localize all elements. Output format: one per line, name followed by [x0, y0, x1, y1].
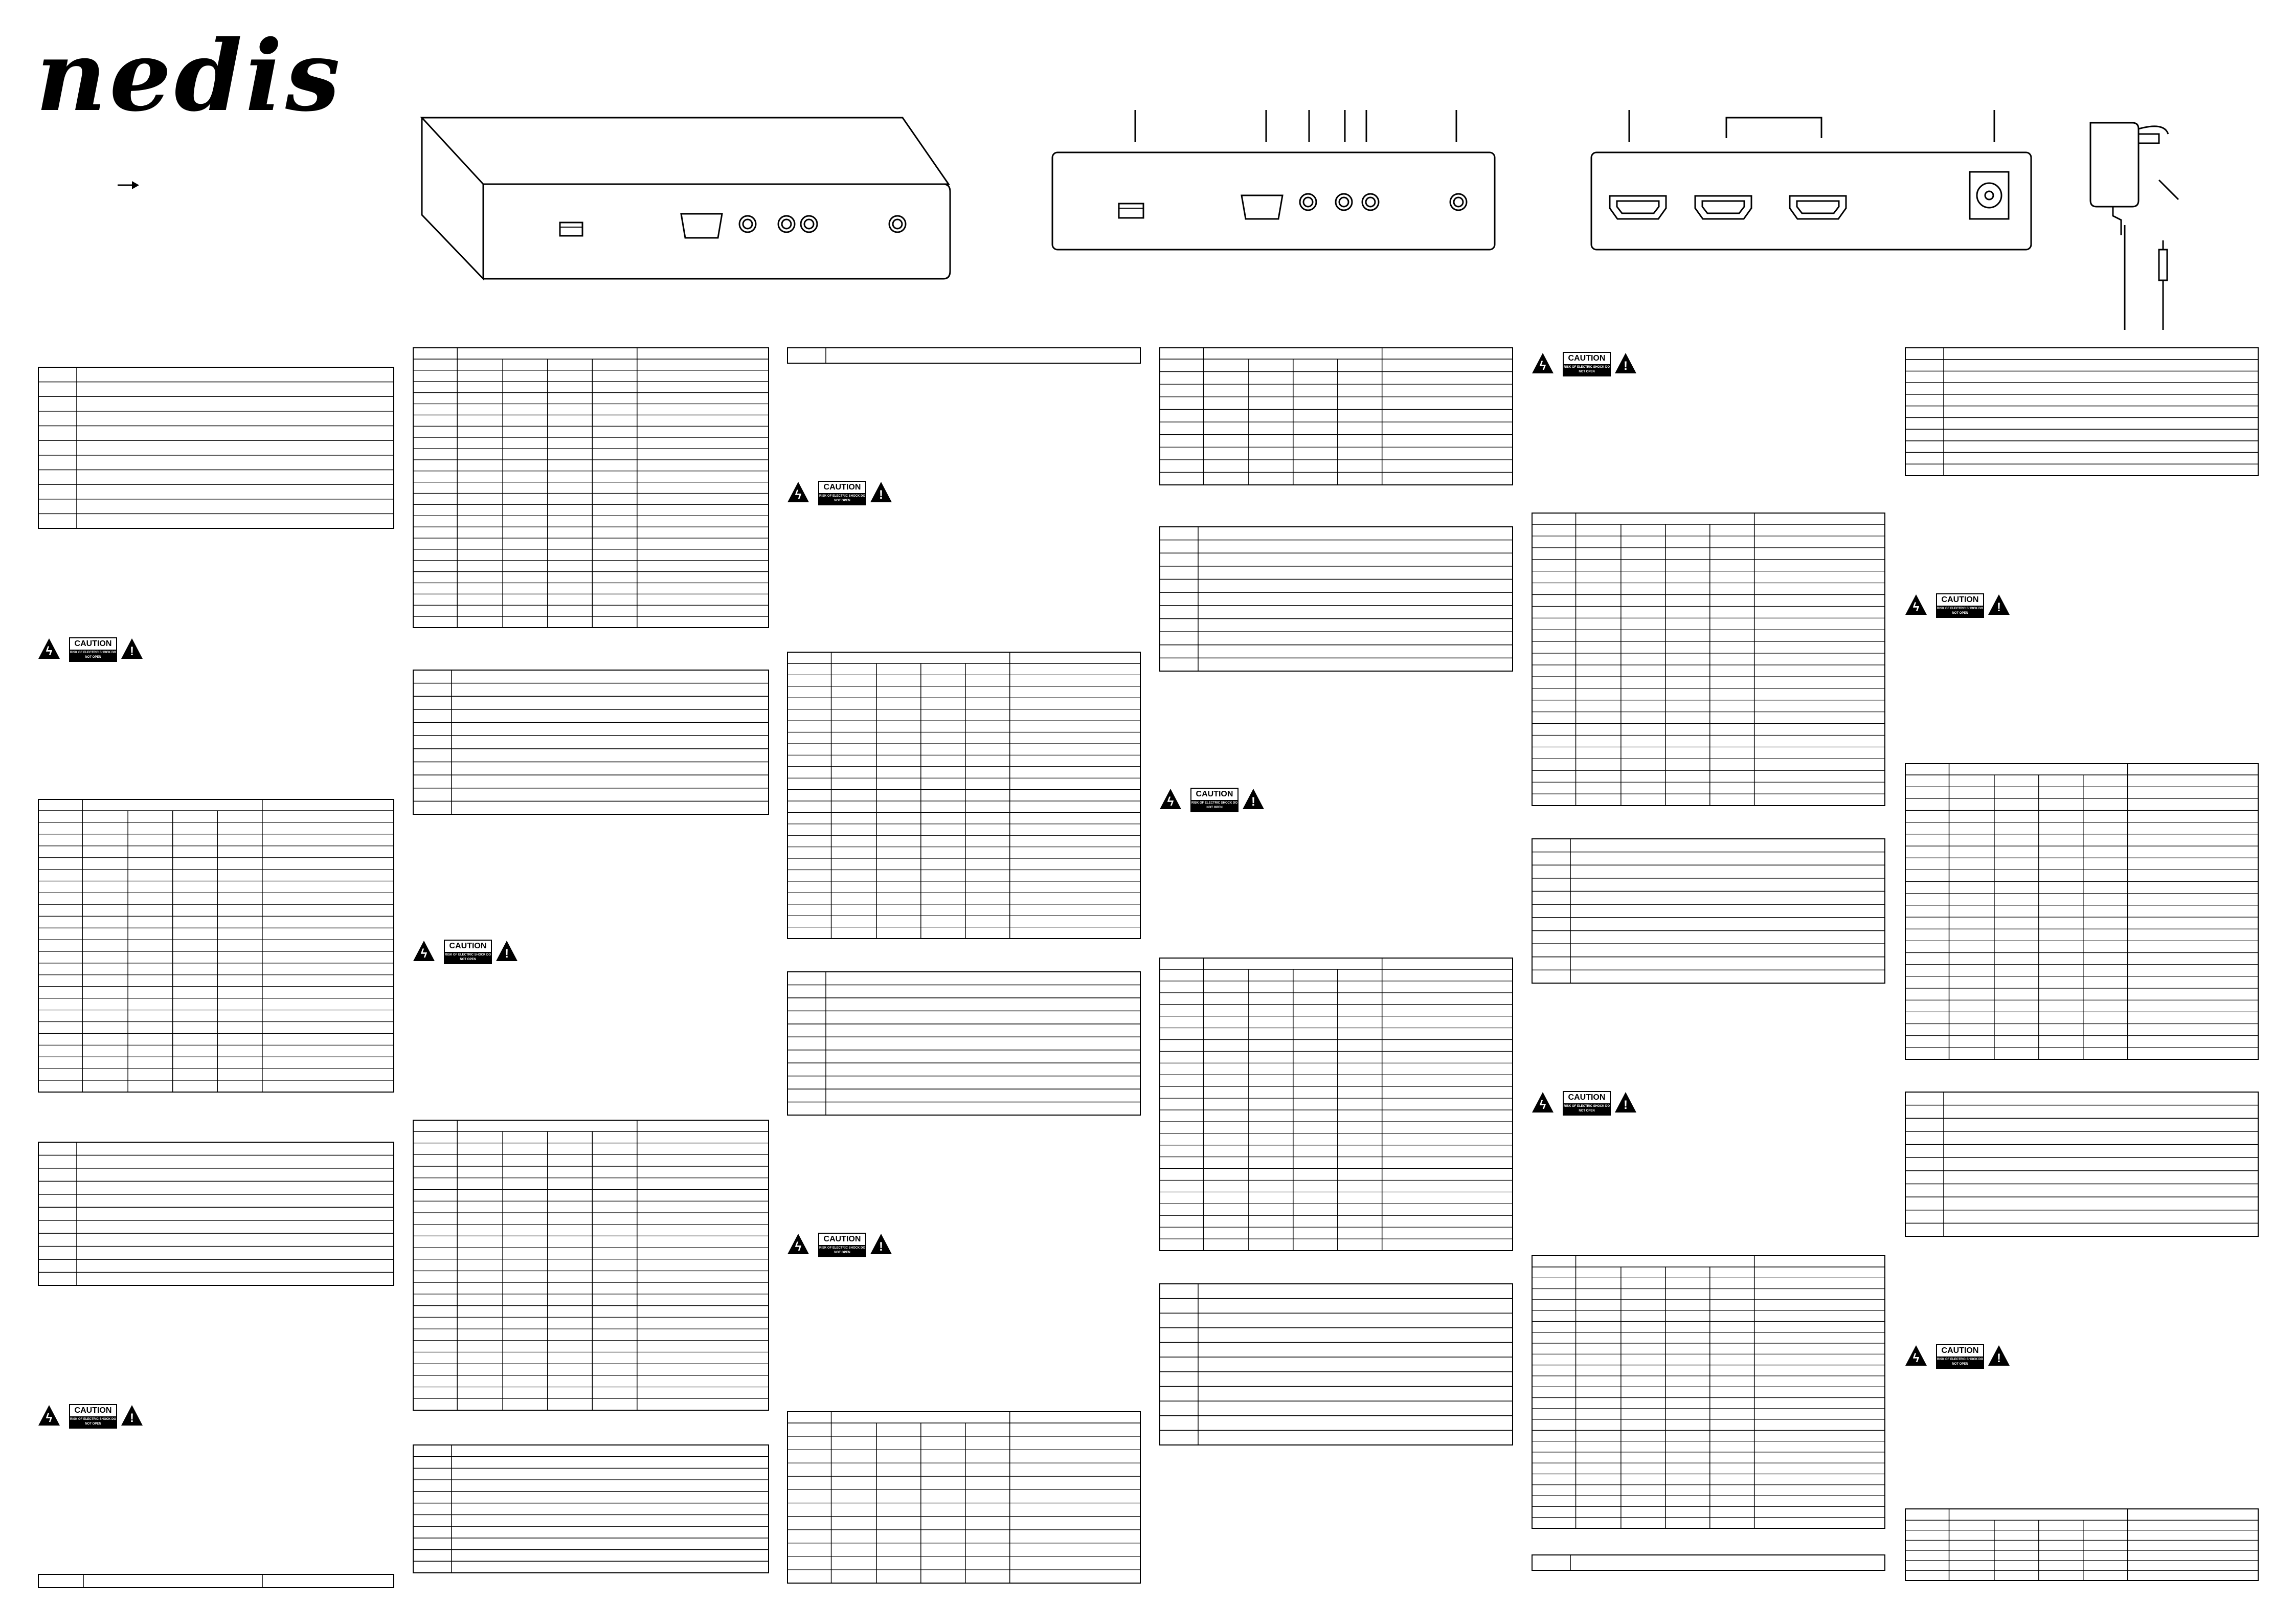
caution-subtitle: RISK OF ELECTRIC SHOCK DO NOT OPEN: [1564, 365, 1610, 375]
caution-title: CAUTION: [70, 638, 116, 651]
lightning-glyph: ϟ: [420, 947, 427, 961]
device-rear-panel-illustration: [1591, 110, 2031, 250]
multi-column-table: [1905, 764, 2258, 1059]
multi-column-table: [1532, 513, 1885, 806]
caution-title: CAUTION: [1937, 1345, 1983, 1358]
exclamation-glyph: !: [1997, 600, 2001, 614]
caution-title: CAUTION: [819, 1234, 865, 1246]
caution-subtitle: RISK OF ELECTRIC SHOCK DO NOT OPEN: [819, 494, 865, 504]
adapter-body: [2090, 123, 2139, 207]
power-adapter-illustration: [2090, 123, 2178, 330]
ir-sensor: [560, 223, 582, 236]
lightning-glyph: ϟ: [1167, 795, 1174, 809]
caution-subtitle: RISK OF ELECTRIC SHOCK DO NOT OPEN: [819, 1246, 865, 1256]
lightning-glyph: ϟ: [1912, 600, 1920, 614]
two-column-table: [1160, 527, 1513, 671]
audio-jack: [1362, 194, 1379, 210]
caution-title: CAUTION: [1937, 594, 1983, 607]
multi-column-table: [787, 652, 1140, 939]
two-column-table: [787, 972, 1140, 1115]
lightning-glyph: ϟ: [46, 644, 53, 658]
exclamation-glyph: !: [1624, 359, 1628, 373]
caution-box: [818, 481, 866, 505]
exclamation-glyph: !: [1251, 795, 1255, 809]
caution-label: [413, 940, 521, 963]
exclamation-glyph: !: [879, 1240, 883, 1254]
caution-box: [69, 1404, 117, 1429]
caution-box: [69, 637, 117, 662]
two-column-table: [38, 1142, 394, 1285]
two-column-table: [413, 1445, 769, 1573]
caution-label: [1905, 1344, 2013, 1368]
ir-sensor: [1119, 204, 1143, 218]
multi-column-table: [1160, 348, 1513, 485]
device-front-panel-illustration: [1052, 110, 1495, 250]
two-column-table: [1160, 1284, 1513, 1445]
callout-line: [2159, 180, 2178, 199]
audio-jack: [889, 216, 906, 232]
spec-tables: [38, 348, 2258, 1588]
adapter-plug: [2139, 134, 2159, 143]
audio-jack: [1300, 194, 1316, 210]
exclamation-glyph: !: [130, 1411, 134, 1425]
caution-box: [1563, 1091, 1611, 1116]
exclamation-glyph: !: [1624, 1098, 1628, 1112]
two-column-table: [38, 367, 394, 528]
two-column-table: [1905, 348, 2258, 476]
audio-jack: [1336, 194, 1352, 210]
caution-box: [818, 1233, 866, 1257]
caution-label: [38, 1404, 146, 1428]
multi-column-table: [1905, 1509, 2258, 1581]
caution-subtitle: RISK OF ELECTRIC SHOCK DO NOT OPEN: [1937, 1358, 1983, 1368]
caution-title: CAUTION: [445, 941, 491, 953]
multi-column-table: [413, 348, 769, 628]
vga-port: [1242, 195, 1282, 219]
lightning-glyph: ϟ: [795, 488, 802, 502]
caution-subtitle: RISK OF ELECTRIC SHOCK DO NOT OPEN: [70, 1417, 116, 1428]
caution-subtitle: RISK OF ELECTRIC SHOCK DO NOT OPEN: [1937, 607, 1983, 617]
caution-title: CAUTION: [1564, 1092, 1610, 1104]
lightning-glyph: ϟ: [1539, 1098, 1546, 1112]
exclamation-glyph: !: [1997, 1351, 2001, 1365]
multi-column-table: [1160, 958, 1513, 1251]
caution-label: [1532, 1091, 1639, 1115]
caution-label: [1532, 352, 1639, 375]
caution-box: [1563, 352, 1611, 376]
caution-title: CAUTION: [1191, 789, 1237, 801]
audio-jack: [739, 216, 756, 232]
audio-jack: [1450, 194, 1467, 210]
caution-box: [1936, 1344, 1984, 1369]
multi-column-table: [1532, 1256, 1885, 1528]
two-column-table: [1532, 839, 1885, 983]
nedis-logo: [36, 19, 343, 133]
dc-in-port: [1970, 172, 2009, 219]
caution-subtitle: RISK OF ELECTRIC SHOCK DO NOT OPEN: [70, 651, 116, 661]
multi-column-table: [787, 1412, 1140, 1583]
caution-box: [1190, 788, 1239, 812]
lightning-glyph: ϟ: [1539, 359, 1546, 373]
multi-column-table: [413, 1120, 769, 1410]
audio-jack: [801, 216, 817, 232]
caution-label: [787, 1233, 895, 1256]
caution-title: CAUTION: [819, 482, 865, 494]
logo-text: nedis: [36, 19, 344, 133]
caution-subtitle: RISK OF ELECTRIC SHOCK DO NOT OPEN: [445, 953, 491, 963]
single-row-table: [787, 348, 1140, 363]
two-column-table: [1905, 1092, 2258, 1236]
audio-jack: [778, 216, 795, 232]
single-row-table: [1532, 1555, 1885, 1570]
lightning-glyph: ϟ: [46, 1411, 53, 1425]
multi-column-table: [38, 799, 394, 1092]
arrow-right-icon: [118, 181, 139, 189]
lightning-glyph: ϟ: [1912, 1351, 1920, 1365]
caution-label: [1905, 593, 2013, 617]
dc-plug: [2159, 250, 2167, 280]
exclamation-glyph: !: [130, 644, 134, 658]
caution-label: [1160, 788, 1267, 811]
caution-subtitle: RISK OF ELECTRIC SHOCK DO NOT OPEN: [1564, 1104, 1610, 1115]
caution-box: [444, 940, 492, 964]
exclamation-glyph: !: [879, 488, 883, 502]
device-perspective-illustration: [422, 118, 950, 279]
callout-bracket: [1726, 118, 1821, 138]
vga-port: [681, 214, 722, 238]
caution-title: CAUTION: [70, 1405, 116, 1417]
caution-label: [38, 637, 146, 661]
caution-subtitle: RISK OF ELECTRIC SHOCK DO NOT OPEN: [1191, 801, 1237, 811]
caution-box: [1936, 593, 1984, 618]
caution-label: [787, 481, 895, 504]
exclamation-glyph: !: [505, 947, 509, 961]
lightning-glyph: ϟ: [795, 1240, 802, 1254]
caution-title: CAUTION: [1564, 353, 1610, 365]
single-row-table: [38, 1574, 394, 1588]
two-column-table: [413, 670, 769, 814]
